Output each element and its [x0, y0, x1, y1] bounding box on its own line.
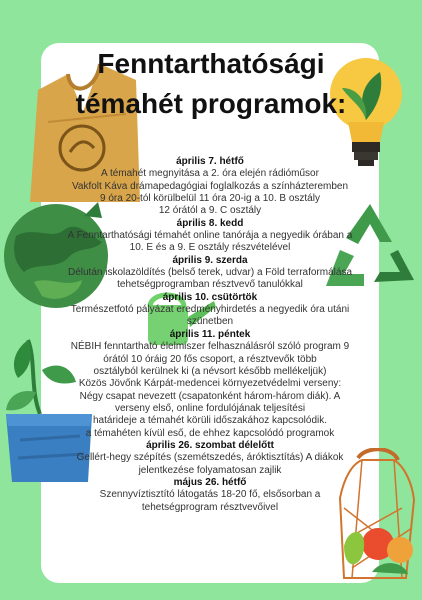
program-day-heading: április 9. szerda — [172, 254, 248, 266]
program-line: tehetségprogramban résztvevő tanulókkal — [117, 279, 303, 291]
program-day-heading: április 11. péntek — [169, 328, 251, 340]
program-day-heading: április 8. kedd — [176, 217, 244, 229]
title-line-1: Fenntarthatósági — [97, 48, 325, 79]
program-line: 12 órától a 9. C osztály — [158, 205, 262, 217]
program-line: Délután iskolazöldítés (belső terek, udvar) a Föld terraformálása — [67, 267, 353, 279]
program-line: Vakfolt Káva drámapedagógiai foglalkozás a színházteremben — [71, 180, 349, 192]
program-line: Négy csapat nevezett (csapatonként három-három diák). A — [79, 390, 341, 402]
program-day-heading: április 26. szombat délelőtt — [146, 439, 274, 451]
program-line: szünetben — [186, 316, 234, 328]
program-line: a témahéten kívül eső, de ehhez kapcsolódó programok — [85, 427, 335, 439]
poster-title — [0, 44, 422, 124]
program-line: Közös Jövőnk Kárpát-medencei környezetvédelmi verseny: — [78, 378, 342, 390]
program-line: verseny első, online fordulójának teljesítési — [114, 402, 306, 414]
program-line: határideje a témahét körüli időszakához kapcsolódik. — [92, 415, 328, 427]
program-day-heading: április 7. hétfő — [176, 156, 244, 167]
program-line: Gellért-hegy szépítés (szemétszedés, áróktisztítás) A diákok — [76, 452, 344, 464]
program-line: A témahét megnyitása a 2. óra elején rádióműsor — [101, 168, 319, 180]
program-line: tehetségprogram résztvevőivel — [141, 501, 279, 513]
program-day-heading: május 26. hétfő — [173, 476, 247, 488]
program-line: osztályból kerülnek ki (a névsort később mellékeljük) — [93, 365, 327, 377]
title-line-2: témahét programok: — [75, 88, 347, 119]
program-list — [41, 156, 379, 514]
program-line: NÉBIH fenntartható élelmiszer felhasználásról szóló program 9 — [70, 341, 350, 353]
program-line: 9 óra 20-tól körülbelül 11 óra 20-ig a 10. B osztály — [100, 193, 320, 205]
program-line: 10. E és a 9. E osztály részvételével — [129, 242, 291, 254]
program-line: Természetfotó pályázat eredményhirdetés a negyedik óra utáni — [70, 304, 350, 316]
program-day-heading: április 10. csütörtök — [162, 291, 258, 303]
program-line: órától 10 óráig 20 fős csoport, a résztvevők több — [103, 353, 317, 365]
program-line: Szennyvíztisztító látogatás 18-20 fő, elsősorban a — [99, 489, 321, 501]
program-line: jelentkezése folyamatosan zajlik — [138, 464, 282, 476]
program-line: A Fenntarthatósági témahét online tanórája a negyedik órában a — [67, 230, 353, 242]
